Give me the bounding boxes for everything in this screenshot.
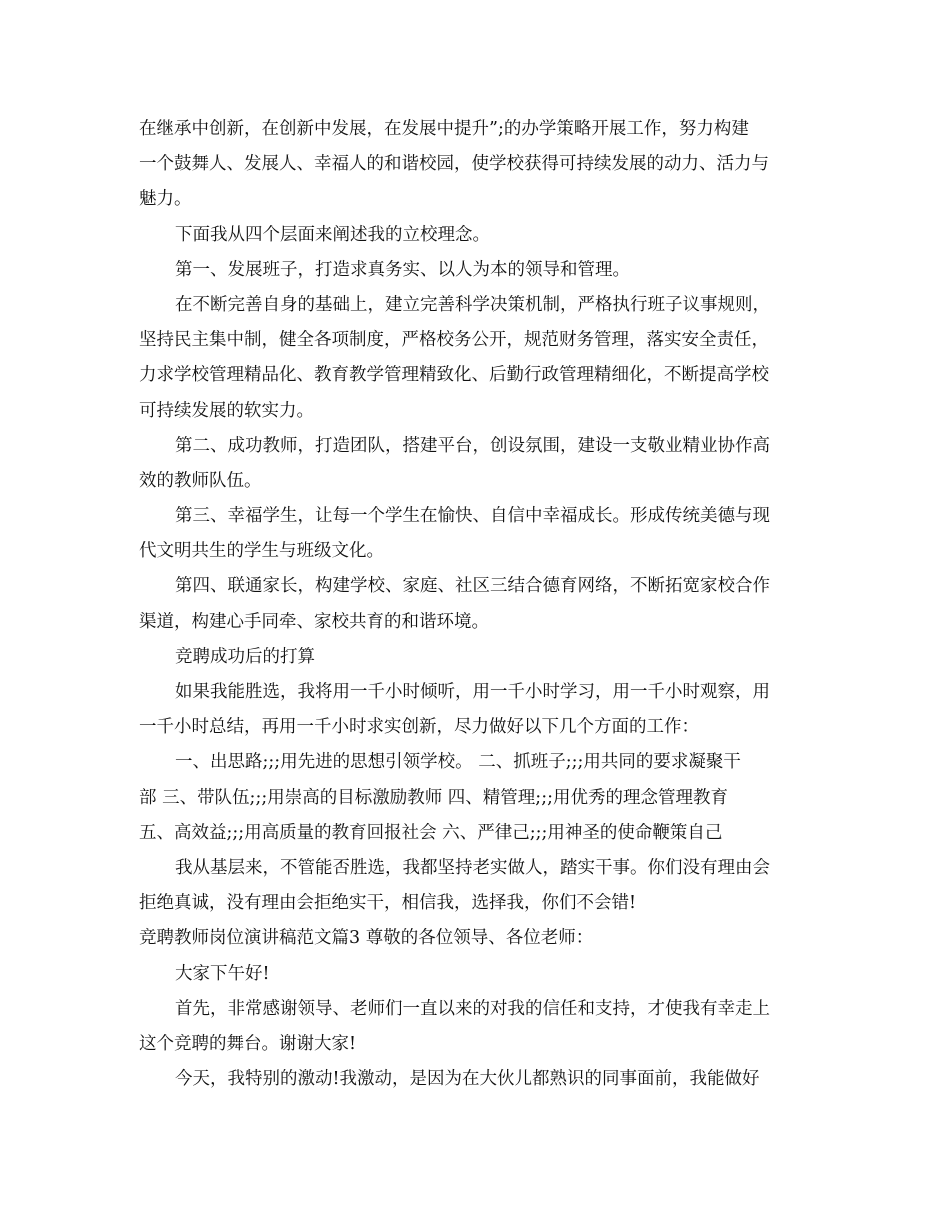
text-line: 我从基层来，不管能否胜选，我都坚持老实做人，踏实干事。你们没有理由会 [175, 857, 770, 878]
text-line: 拒绝真诚，没有理由会拒绝实干，相信我，选择我，你们不会错! [139, 893, 637, 914]
text-line: 部 三、带队伍;;;用崇高的目标激励教师 四、精管理;;;用优秀的理念管理教育 [139, 787, 728, 808]
text-line: 效的教师队伍。 [139, 470, 262, 491]
text-line: 一千小时总结，再用一千小时求实创新，尽力做好以下几个方面的工作： [139, 717, 699, 738]
text-line: 代文明共生的学生与班级文化。 [139, 541, 384, 562]
text-line: 大家下午好! [175, 963, 270, 984]
text-line: 一、出思路;;;用先进的思想引领学校。 二、抓班子;;;用共同的要求凝聚干 [175, 752, 741, 773]
text-line: 第三、幸福学生，让每一个学生在愉快、自信中幸福成长。形成传统美德与现 [175, 506, 770, 527]
text-line: 第一、发展班子，打造求真务实、以人为本的领导和管理。 [175, 259, 630, 280]
text-line: 第四、联通家长，构建学校、家庭、社区三结合德育网络，不断拓宽家校合作 [175, 576, 770, 597]
text-line: 五、高效益;;;用高质量的教育回报社会 六、严律己;;;用神圣的使命鞭策自己 [139, 822, 723, 843]
document-body [139, 112, 819, 1097]
text-line: 一个鼓舞人、发展人、幸福人的和谐校园，使学校获得可持续发展的动力、活力与 [139, 154, 769, 175]
text-line: 坚持民主集中制，健全各项制度，严格校务公开，规范财务管理，落实安全责任， [139, 330, 769, 351]
text-line: 首先，非常感谢领导、老师们一直以来的对我的信任和支持，才使我有幸走上 [175, 998, 770, 1019]
text-line: 如果我能胜选，我将用一千小时倾听，用一千小时学习，用一千小时观察，用 [175, 682, 770, 702]
text-line: 下面我从四个层面来阐述我的立校理念。 [175, 224, 490, 245]
text-line: 竞聘成功后的打算 [175, 646, 315, 667]
text-line: 力求学校管理精品化、教育教学管理精致化、后勤行政管理精细化，不断提高学校 [139, 365, 769, 386]
text-line: 在继承中创新，在创新中发展，在发展中提升”;的办学策略开展工作，努力构建 [139, 119, 749, 139]
text-line: 第二、成功教师，打造团队，搭建平台，创设氛围，建设一支敬业精业协作高 [175, 435, 770, 456]
text-line: 魅力。 [139, 189, 192, 210]
text-line: 今天，我特别的激动!我激动，是因为在大伙儿都熟识的同事面前，我能做好 [175, 1069, 760, 1090]
text-line: 竞聘教师岗位演讲稿范文篇3 尊敬的各位领导、各位老师： [139, 928, 594, 949]
text-line: 可持续发展的软实力。 [139, 400, 314, 421]
text-line: 渠道，构建心手同牵、家校共育的和谐环境。 [139, 611, 489, 632]
text-line: 在不断完善自身的基础上，建立完善科学决策机制，严格执行班子议事规则， [175, 294, 770, 315]
text-line: 这个竞聘的舞台。谢谢大家! [139, 1033, 357, 1054]
